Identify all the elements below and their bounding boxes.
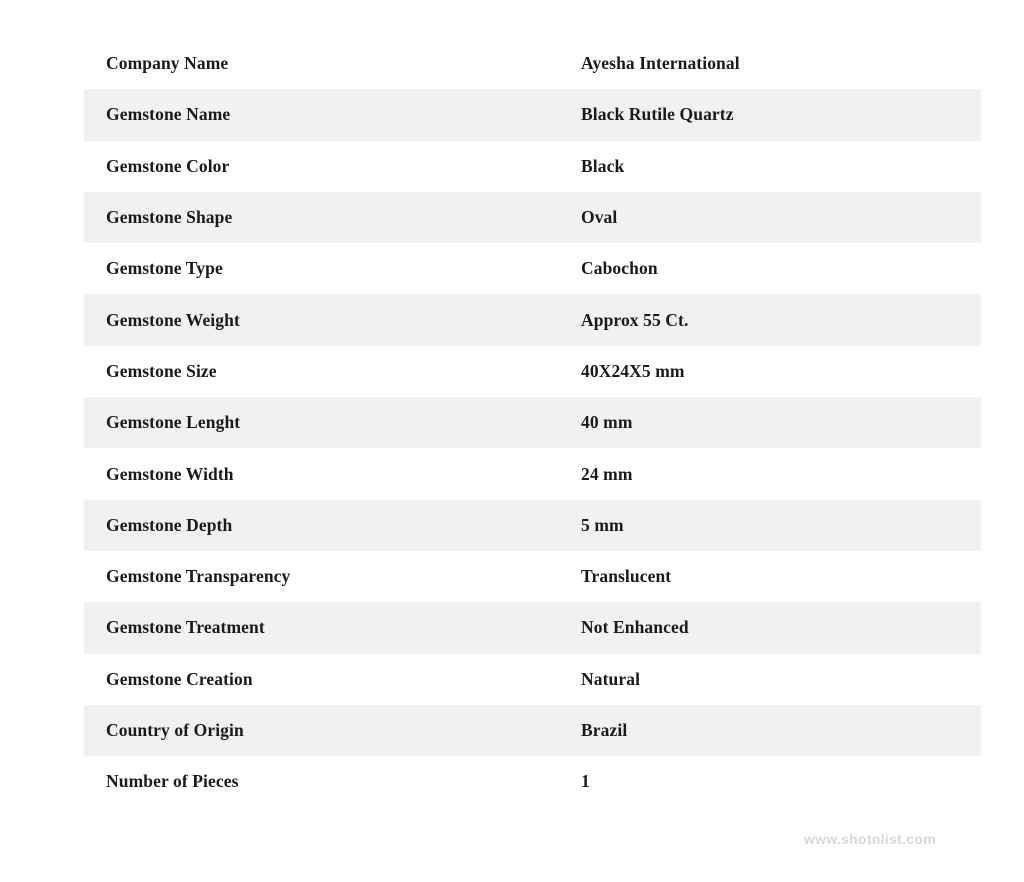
spec-label: Gemstone Weight — [106, 309, 240, 330]
spec-label: Gemstone Lenght — [106, 412, 241, 433]
spec-label: Gemstone Depth — [106, 514, 233, 535]
watermark: www.shotnlist.com — [803, 831, 936, 847]
spec-table-body — [84, 38, 981, 807]
table-row — [84, 551, 981, 602]
spec-label: Gemstone Creation — [106, 668, 253, 689]
spec-label: Gemstone Type — [106, 258, 223, 279]
spec-label: Gemstone Size — [106, 360, 217, 381]
spec-label: Company Name — [106, 53, 229, 74]
spec-value: Brazil — [581, 720, 628, 740]
table-row — [84, 705, 981, 756]
spec-label: Gemstone Color — [106, 155, 230, 176]
table-row — [84, 38, 981, 89]
spec-value: 5 mm — [581, 514, 624, 535]
table-row — [84, 397, 981, 448]
spec-value: 24 mm — [581, 463, 633, 484]
table-row — [84, 602, 981, 653]
spec-value: Translucent — [581, 566, 672, 587]
spec-value: Black Rutile Quartz — [581, 104, 734, 125]
spec-label: Gemstone Treatment — [106, 617, 265, 638]
spec-value: Black — [581, 155, 625, 176]
spec-label: Gemstone Name — [106, 104, 231, 125]
table-row — [84, 141, 981, 192]
spec-value: 40 mm — [581, 412, 633, 433]
spec-value: Natural — [581, 668, 641, 689]
table-row — [84, 346, 981, 397]
spec-value: Not Enhanced — [581, 617, 689, 638]
spec-label: Gemstone Width — [106, 463, 234, 484]
table-row — [84, 294, 981, 345]
spec-label: Number of Pieces — [106, 771, 239, 792]
table-row — [84, 192, 981, 243]
spec-value: Approx 55 Ct. — [581, 309, 689, 330]
spec-label: Gemstone Shape — [106, 207, 233, 228]
table-row — [84, 89, 981, 140]
table-row — [84, 243, 981, 294]
spec-value: Ayesha International — [581, 53, 740, 74]
table-row — [84, 756, 981, 807]
table-row — [84, 654, 981, 705]
table-row — [84, 500, 981, 551]
spec-label: Gemstone Transparency — [106, 566, 291, 587]
spec-value: 1 — [581, 771, 590, 792]
table-row — [84, 448, 981, 499]
spec-value: 40X24X5 mm — [581, 360, 685, 381]
spec-value: Oval — [581, 207, 618, 228]
gemstone-spec-table — [84, 38, 981, 807]
spec-value: Cabochon — [581, 258, 658, 279]
spec-label: Country of Origin — [106, 720, 244, 740]
